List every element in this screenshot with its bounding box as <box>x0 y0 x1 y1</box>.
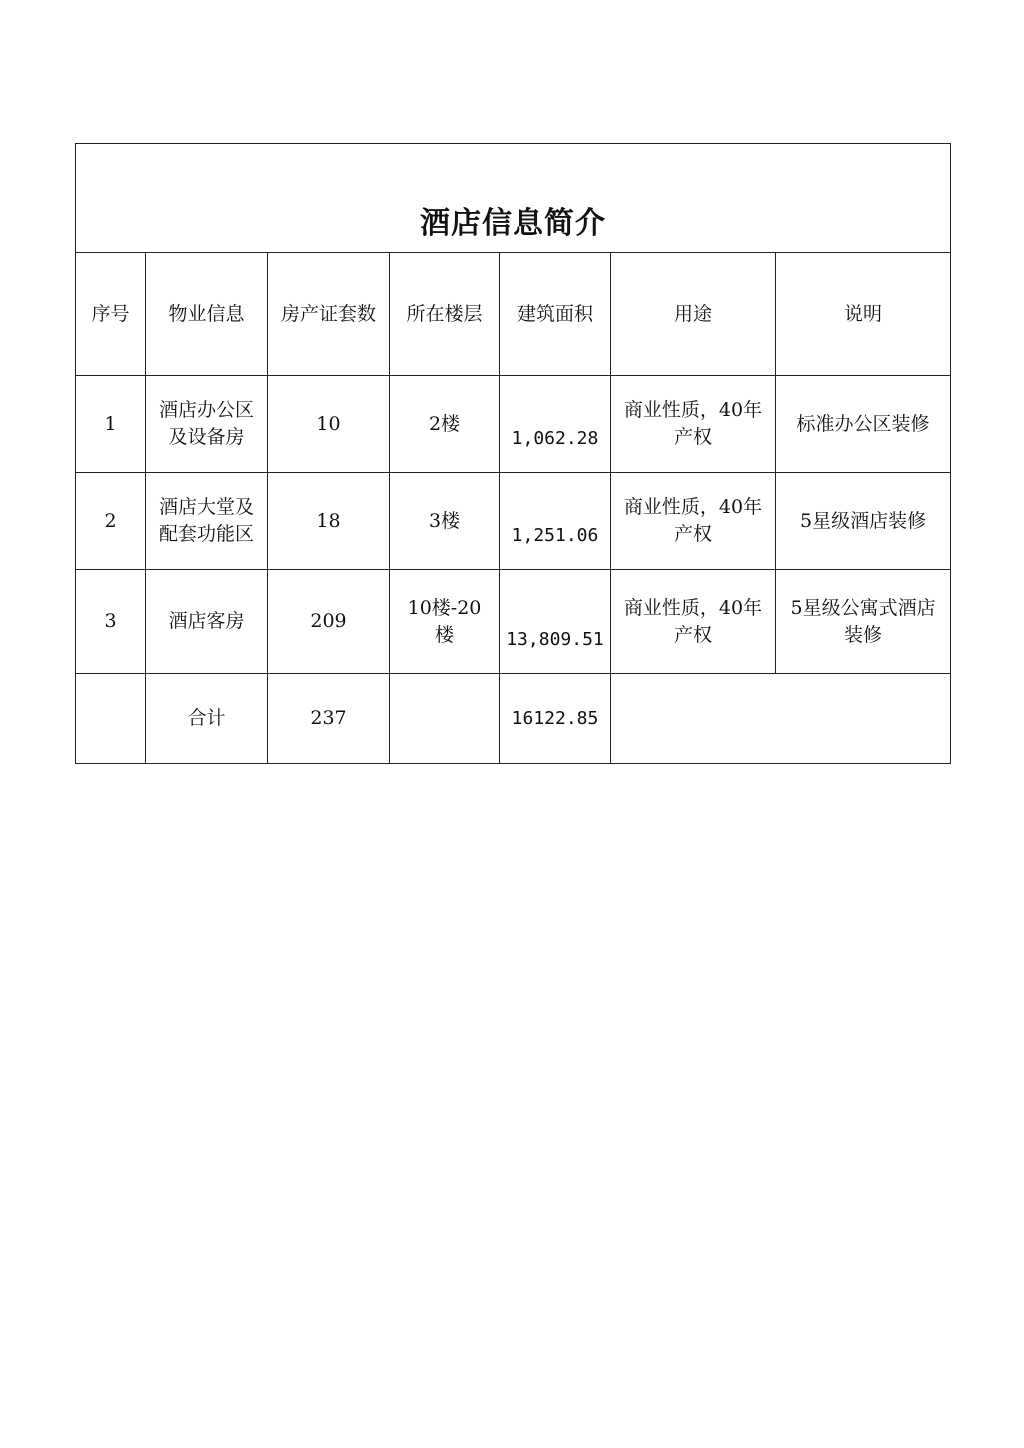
table-row <box>76 570 951 674</box>
row-certificates: 18 <box>268 473 390 570</box>
total-row <box>76 674 951 764</box>
row-area: 13,809.51 <box>500 570 611 674</box>
row-note: 5星级公寓式酒店装修 <box>776 570 951 674</box>
header-index: 序号 <box>76 253 146 376</box>
header-usage: 用途 <box>611 253 776 376</box>
row-index: 1 <box>76 376 146 473</box>
total-remarks-empty <box>611 674 951 764</box>
row-certificates: 10 <box>268 376 390 473</box>
header-property: 物业信息 <box>146 253 268 376</box>
row-floor: 2楼 <box>390 376 500 473</box>
table-row <box>76 376 951 473</box>
row-usage: 商业性质，40年产权 <box>611 376 776 473</box>
row-usage: 商业性质，40年产权 <box>611 473 776 570</box>
row-note: 标准办公区装修 <box>776 376 951 473</box>
row-certificates: 209 <box>268 570 390 674</box>
header-note: 说明 <box>776 253 951 376</box>
row-floor: 10楼-20楼 <box>390 570 500 674</box>
title-row <box>76 144 951 253</box>
hotel-info-table <box>75 143 951 764</box>
total-label: 合计 <box>146 674 268 764</box>
row-property: 酒店办公区及设备房 <box>146 376 268 473</box>
row-area: 1,062.28 <box>500 376 611 473</box>
total-index-empty <box>76 674 146 764</box>
total-certificates: 237 <box>268 674 390 764</box>
total-floor-empty <box>390 674 500 764</box>
header-area: 建筑面积 <box>500 253 611 376</box>
table-row <box>76 473 951 570</box>
document-title: 酒店信息简介 <box>76 144 951 253</box>
total-area: 16122.85 <box>500 674 611 764</box>
row-property: 酒店客房 <box>146 570 268 674</box>
row-note: 5星级酒店装修 <box>776 473 951 570</box>
row-property: 酒店大堂及配套功能区 <box>146 473 268 570</box>
row-index: 3 <box>76 570 146 674</box>
row-area: 1,251.06 <box>500 473 611 570</box>
row-index: 2 <box>76 473 146 570</box>
header-certificates: 房产证套数 <box>268 253 390 376</box>
row-usage: 商业性质，40年产权 <box>611 570 776 674</box>
header-floor: 所在楼层 <box>390 253 500 376</box>
row-floor: 3楼 <box>390 473 500 570</box>
header-row <box>76 253 951 376</box>
